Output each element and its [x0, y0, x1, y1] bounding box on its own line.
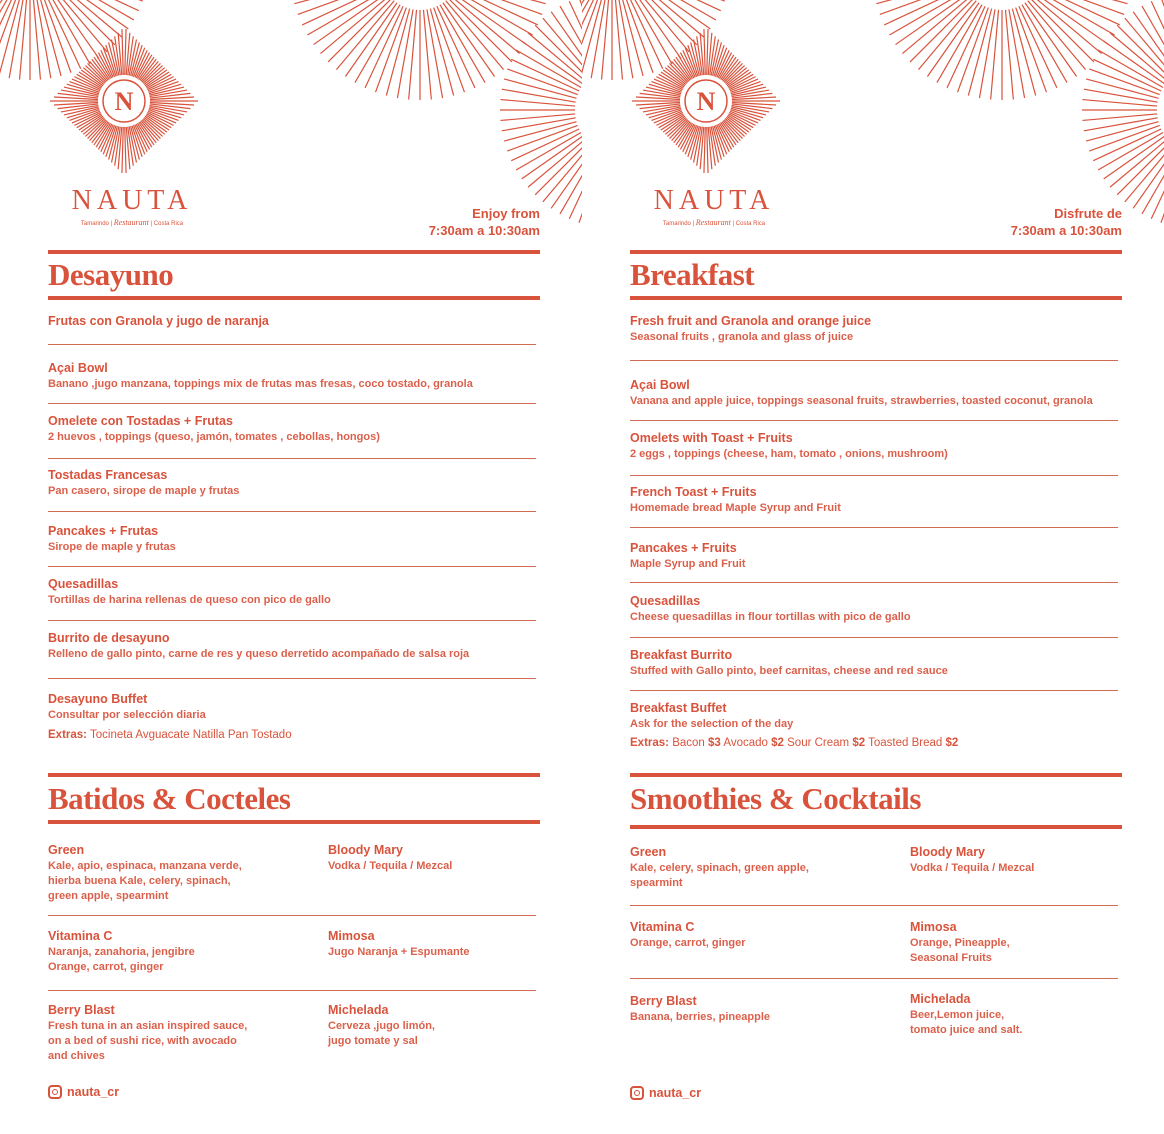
menu-item [48, 523, 540, 555]
drink-description: Orange, Pineapple, Seasonal Fruits [910, 937, 1010, 964]
instagram-icon [48, 1085, 62, 1099]
logo-letter: N [696, 87, 716, 116]
ray-line [528, 33, 582, 81]
extras-item: Avocado [723, 737, 768, 749]
ray-line [876, 0, 963, 4]
menu-item [48, 691, 540, 741]
menu-item [48, 576, 540, 608]
item-description: Seasonal fruits , granola and glass of juice [630, 331, 854, 343]
extras-price: $2 [852, 737, 866, 749]
item-description: Ask for the selection of the day [630, 718, 794, 730]
ray-line [122, 29, 123, 75]
menu-item [630, 700, 1122, 749]
item-description: Banano ,jugo manzana, toppings mix de frutas mas fresas, coco tostado, granola [48, 378, 473, 390]
divider [48, 458, 536, 459]
divider [630, 905, 1118, 906]
drink-description: Vodka / Tequila / Mezcal [328, 860, 453, 872]
hours-label: Enjoy from [472, 206, 540, 221]
divider [630, 527, 1118, 528]
ray-line [446, 1, 504, 70]
ray-line [991, 10, 999, 100]
ray-line [622, 0, 653, 73]
item-name: Açai Bowl [630, 378, 690, 392]
divider [48, 678, 536, 679]
drink-item [910, 919, 1120, 966]
instagram-link[interactable] [630, 1086, 701, 1100]
ray-line [55, 0, 129, 29]
ray-line [637, 0, 711, 29]
ray-line [409, 10, 417, 100]
divider [48, 820, 540, 824]
drink-name: Green [630, 845, 667, 859]
item-name: Tostadas Francesas [48, 468, 168, 482]
divider [48, 296, 540, 300]
logo-letter: N [114, 87, 134, 116]
ray-line [125, 29, 126, 75]
menu-item [630, 484, 1122, 516]
ray-line [627, 0, 672, 64]
ray-line [57, 0, 139, 11]
ray-line [1151, 151, 1164, 219]
brand-tagline: Tamarindo | Restaurant | Costa Rica [662, 218, 766, 227]
menu-item [48, 413, 540, 445]
menu-item [630, 377, 1122, 409]
ray-line [423, 10, 431, 100]
item-name: Pancakes + Frutas [48, 524, 159, 538]
brand-location: Tamarindo [80, 221, 109, 227]
ray-line [707, 29, 708, 75]
item-description: Stuffed with Gallo pinto, beef carnitas, cheese and red sauce [630, 665, 948, 677]
item-name: Omelete con Tostadas + Frutas [48, 414, 233, 428]
drink-item [328, 1002, 538, 1049]
drink-name: Michelada [328, 1003, 389, 1017]
item-description: Tortillas de harina rellenas de queso con pico de gallo [48, 594, 331, 606]
ray-line [569, 151, 582, 219]
ray-line [443, 3, 495, 77]
divider [630, 582, 1118, 583]
item-name: Frutas con Granola y jugo de naranja [48, 314, 269, 328]
drink-description: Jugo Naranja + Espumante [328, 946, 470, 958]
divider [630, 420, 1118, 421]
drink-item [48, 1002, 318, 1064]
extras-label: Extras: [48, 729, 87, 741]
item-name: Desayuno Buffet [48, 692, 148, 706]
extras-text: Tocineta Avguacate Natilla Pan Tostado [90, 729, 292, 741]
drink-description: Vodka / Tequila / Mezcal [910, 862, 1035, 874]
ray-line [1093, 129, 1161, 161]
divider [630, 690, 1118, 691]
ray-line [1093, 59, 1161, 91]
item-name: Quesadillas [630, 594, 701, 608]
extras-line [630, 737, 1122, 749]
ray-line [1133, 147, 1164, 208]
item-description: Maple Syrup and Fruit [630, 558, 746, 570]
item-name: Omelets with Toast + Fruits [630, 431, 793, 445]
extras-item: Bacon [672, 737, 705, 749]
ray-line [639, 0, 721, 11]
brand-name: NAUTA [71, 185, 193, 216]
brand-location: Tamarindo [662, 221, 691, 227]
divider [48, 620, 536, 621]
drink-item [630, 844, 880, 891]
ray-line [511, 129, 579, 161]
ray-line [927, 3, 979, 77]
item-name: French Toast + Fruits [630, 485, 757, 499]
item-name: Burrito de desayuno [48, 631, 170, 645]
drink-item [328, 928, 538, 960]
divider [630, 360, 1118, 361]
divider [630, 637, 1118, 638]
drink-description: Beer,Lemon juice, tomato juice and salt. [910, 1009, 1023, 1036]
extras-price: $2 [771, 737, 784, 749]
menu-item [48, 360, 540, 392]
ray-line [328, 0, 392, 62]
brand-country: Costa Rica [153, 221, 184, 227]
instagram-link[interactable] [48, 1085, 119, 1099]
divider [630, 825, 1122, 829]
ray-line [704, 29, 705, 75]
item-description: Pan casero, sirope de maple y frutas [48, 485, 240, 497]
brand-name: NAUTA [653, 185, 775, 216]
instagram-handle: nauta_cr [67, 1085, 120, 1099]
item-description: Cheese quesadillas in flour tortillas with pico de gallo [630, 611, 911, 623]
drink-name: Bloody Mary [328, 843, 404, 857]
ray-line [125, 127, 126, 173]
drink-name: Mimosa [910, 920, 957, 934]
menu-item [48, 630, 540, 662]
ray-line [910, 0, 974, 62]
hours-time: 7:30am a 10:30am [428, 223, 540, 238]
drink-item [328, 842, 538, 874]
menu-item [630, 540, 1122, 572]
divider [630, 773, 1122, 777]
drink-item [48, 928, 298, 975]
extras-item: Toasted Bread [868, 737, 943, 749]
menu-item [630, 593, 1122, 625]
ray-line [704, 127, 705, 173]
ray-line [511, 59, 579, 91]
section-title-breakfast: Desayuno [48, 257, 174, 292]
item-name: Quesadillas [48, 577, 119, 591]
drink-description: Kale, celery, spinach, green apple, spearmint [630, 862, 809, 889]
drink-description: Orange, carrot, ginger [630, 937, 746, 949]
drink-description: Cerveza ,jugo limón, jugo tomate y sal [328, 1020, 435, 1047]
divider [48, 915, 536, 916]
ray-line [427, 9, 443, 98]
item-description: Homemade bread Maple Syrup and Fruit [630, 502, 841, 514]
divider [48, 403, 536, 404]
ray-line [551, 12, 582, 73]
menu-item [630, 647, 1122, 679]
drink-name: Berry Blast [630, 994, 697, 1008]
item-description: Relleno de gallo pinto, carne de res y queso derretido acompañado de salsa roja [48, 648, 470, 660]
item-name: Fresh fruit and Granola and orange juice [630, 314, 872, 328]
ray-line [569, 1, 582, 69]
divider [48, 344, 536, 345]
drink-description: Naranja, zanahoria, jengibre Orange, carrot, ginger [48, 946, 195, 973]
divider [630, 475, 1118, 476]
menu-item [48, 467, 540, 499]
extras-item: Sour Cream [787, 737, 850, 749]
ray-line [1005, 10, 1013, 100]
divider [48, 566, 536, 567]
drink-name: Bloody Mary [910, 845, 986, 859]
menu-item [630, 313, 1122, 345]
menu-item [630, 430, 1122, 462]
divider [630, 978, 1118, 979]
drink-name: Berry Blast [48, 1003, 115, 1017]
drink-description: Banana, berries, pineapple [630, 1011, 770, 1023]
extras-price: $3 [708, 737, 721, 749]
section-title-drinks: Smoothies & Cocktails [630, 781, 921, 816]
ray-line [1110, 139, 1164, 187]
hours-time: 7:30am a 10:30am [1010, 223, 1122, 238]
drink-name: Vitamina C [630, 920, 695, 934]
section-title-breakfast: Breakfast [630, 257, 755, 292]
item-description: Sirope de maple y frutas [48, 541, 176, 553]
brand-tagline: Tamarindo | Restaurant | Costa Rica [80, 218, 184, 227]
item-name: Pancakes + Fruits [630, 541, 737, 555]
item-name: Açai Bowl [48, 361, 108, 375]
item-description: Consultar por selección diaria [48, 709, 206, 721]
ray-line [45, 0, 90, 64]
ray-line [294, 0, 381, 4]
ray-line [551, 147, 582, 208]
ray-line [1133, 12, 1164, 73]
drink-item [630, 919, 880, 951]
extras-price: $2 [945, 737, 959, 749]
drink-name: Mimosa [328, 929, 375, 943]
hours-block [1011, 205, 1122, 239]
drink-item [910, 991, 1120, 1038]
extras-line [48, 729, 540, 741]
section-title-drinks: Batidos & Cocteles [48, 781, 291, 816]
ray-line [1009, 9, 1025, 98]
item-description: 2 huevos , toppings (queso, jamón, tomates , cebollas, hongos) [48, 431, 380, 443]
drink-item [630, 993, 880, 1025]
drink-description: Fresh tuna in an asian inspired sauce, on a bed of sushi rice, with avocado and chives [48, 1020, 248, 1062]
drink-name: Vitamina C [48, 929, 113, 943]
divider [48, 250, 540, 254]
ray-line [122, 127, 123, 173]
ray-line [1028, 1, 1086, 70]
drink-item [48, 842, 298, 904]
hours-block [429, 205, 540, 239]
brand-country: Costa Rica [735, 221, 766, 227]
divider [48, 990, 536, 991]
ray-line [448, 0, 512, 62]
brand-block [644, 186, 784, 227]
ray-line [620, 0, 643, 76]
drink-name: Michelada [910, 992, 971, 1006]
item-description: 2 eggs , toppings (cheese, ham, tomato , onions, mushroom) [630, 448, 948, 460]
divider [48, 773, 540, 777]
instagram-icon [630, 1086, 644, 1100]
ray-line [1030, 0, 1094, 62]
ray-line [345, 3, 397, 77]
item-name: Breakfast Buffet [630, 701, 727, 715]
ray-line [1041, 0, 1128, 4]
ray-line [1025, 3, 1077, 77]
brand-type: Restaurant [113, 218, 149, 227]
extras-label: Extras: [630, 737, 669, 749]
drink-item [910, 844, 1120, 876]
drink-description: Kale, apio, espinaca, manzana verde, hierba buena Kale, celery, spinach, green apple, spearmint [48, 860, 242, 902]
divider [48, 511, 536, 512]
brand-type: Restaurant [695, 218, 731, 227]
ray-line [1110, 33, 1164, 81]
ray-line [336, 1, 394, 70]
ray-line [1151, 1, 1164, 69]
ray-line [459, 0, 546, 4]
divider [630, 296, 1122, 300]
menu-item [48, 313, 540, 330]
ray-line [40, 0, 71, 73]
item-description: Vanana and apple juice, toppings seasonal fruits, strawberries, toasted coconut, granola [630, 395, 1093, 407]
drink-name: Green [48, 843, 85, 857]
menu-panel-english [582, 0, 1164, 1134]
ray-line [707, 127, 708, 173]
ray-line [397, 9, 413, 98]
ray-line [38, 0, 61, 76]
ray-line [528, 139, 582, 187]
ray-line [918, 1, 976, 70]
item-name: Breakfast Burrito [630, 648, 733, 662]
hours-label: Disfrute de [1054, 206, 1122, 221]
instagram-handle: nauta_cr [649, 1086, 702, 1100]
brand-block [62, 186, 202, 227]
divider [630, 250, 1122, 254]
ray-line [979, 9, 995, 98]
